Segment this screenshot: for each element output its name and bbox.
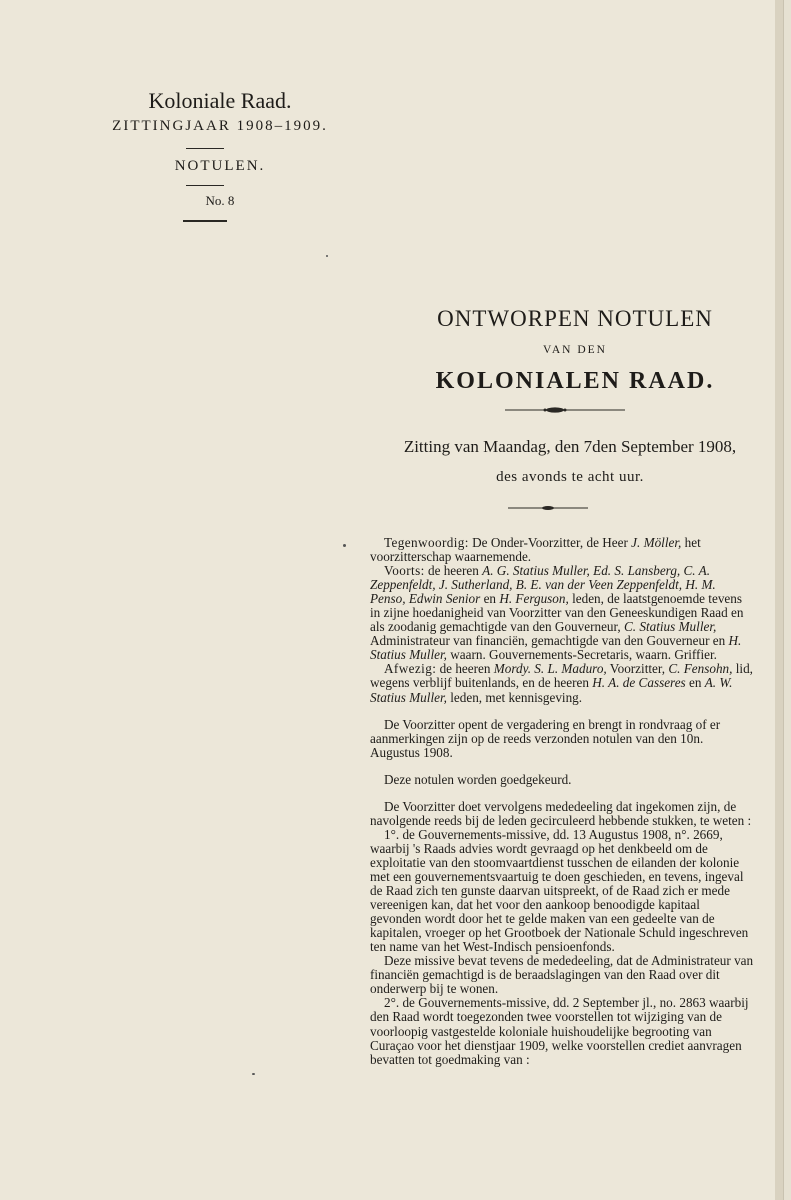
scan-speck xyxy=(252,1073,255,1075)
page-edge xyxy=(775,0,783,1200)
opening-paragraph: De Voorzitter opent de vergadering en brengt in rondvraag of er aanmerkingen zijn op de reeds verzonden notulen van den 10n. Augustus 1908. xyxy=(370,716,721,760)
ornament-divider-small xyxy=(508,504,588,512)
item-1-paragraph: 1°. de Gouvernements-missive, dd. 13 Augustus 1908, n°. 2669, waarbij 's Raads advies wordt gevraagd op het denkbeeld om de exploitatie van den stoomvaartdienst tusschen de eilanden der kolonie met een gouvernementsvaartuig te doen geschieden, en tevens, ingeval de Raad zich ten gunste daarvan uitspreekt, of de Raad zich er mede vereenigen kan, dat het voor den aankoop benoodigde kapitaal gevonden wordt door het te gelde maken van een gedeelte van de kapitalen, vroeger op het Grootboek der Nationale Schuld ingeschreven ten name van het West-Indisch pensioenfonds. xyxy=(370,826,749,955)
divider-rule xyxy=(186,185,224,186)
sitting-time: des avonds te acht uur. xyxy=(496,469,644,485)
council-heading: KOLONIALEN RAAD. xyxy=(435,368,715,394)
ornament-divider xyxy=(505,405,625,415)
item-2-paragraph: 2°. de Gouvernements-missive, dd. 2 September jl., no. 2863 waarbij den Raad wordt toegezonden twee voorstellen tot wijziging van de voorloopig vastgestelde koloniale huishoudelijke begrooting van Curaçao voor het dienstjaar 1909, welke voorstellen crediet aanvragen bevatten tot goedmaking van : xyxy=(370,995,749,1067)
announcement-paragraph: De Voorzitter doet vervolgens mededeeling dat ingekomen zijn, de navolgende reeds bij de leden gecirculeerd hebbende stukken, te weten : xyxy=(370,798,752,828)
divider-rule xyxy=(183,220,227,222)
document-number: No. 8 xyxy=(205,193,235,208)
subheading: VAN DEN xyxy=(543,344,607,356)
scan-speck xyxy=(326,255,328,257)
item-1-note-paragraph: Deze missive bevat tevens de mededeeling, dat de Administrateur van financiën gemachtigd is de beraadslagingen van den Raad over dit onderwerp bij te wonen. xyxy=(370,953,754,997)
sitting-date: Zitting van Maandag, den 7den September 1908, xyxy=(403,437,737,456)
voorts-paragraph: Voorts: de heeren A. G. Statius Muller, Ed. S. Lansberg, C. A. Zeppenfeldt, J. Sutherland, B. E. van der Veen Zeppenfeldt, H. M. Penso, Edwin Senior en H. Ferguson, leden, de laatstgenoemde tevens in zijne hoedanigheid van Voorzitter van den Geneeskundigen Raad en als zoodanig gemachtigde van den Gouverneur, C. Statius Muller, Administrateur van financiën, gemachtigde van den Gouverneur en H. Statius Muller, waarn. Gouvernements-Secretaris, waarn. Griffier. xyxy=(370,563,744,663)
approval-paragraph: Deze notulen worden goedgekeurd. xyxy=(384,771,572,787)
main-heading: ONTWORPEN NOTULEN xyxy=(437,306,713,331)
attendance-paragraph: Tegenwoordig: De Onder-Voorzitter, de Heer J. Möller, het voorzitterschap waarnemende. xyxy=(370,535,701,565)
scan-speck xyxy=(343,544,346,547)
minutes-body xyxy=(370,536,754,1067)
council-title: Koloniale Raad. xyxy=(148,88,292,113)
section-title: NOTULEN. xyxy=(174,158,266,174)
session-year: ZITTINGJAAR 1908–1909. xyxy=(112,118,328,134)
absent-paragraph: Afwezig: de heeren Mordy. S. L. Maduro, Voorzitter, C. Fensohn, lid, wegens verblijf buitenlands, en de heeren H. A. de Casseres en A. W. Statius Muller, leden, met kennisgeving. xyxy=(370,661,753,705)
divider-rule xyxy=(186,148,224,149)
